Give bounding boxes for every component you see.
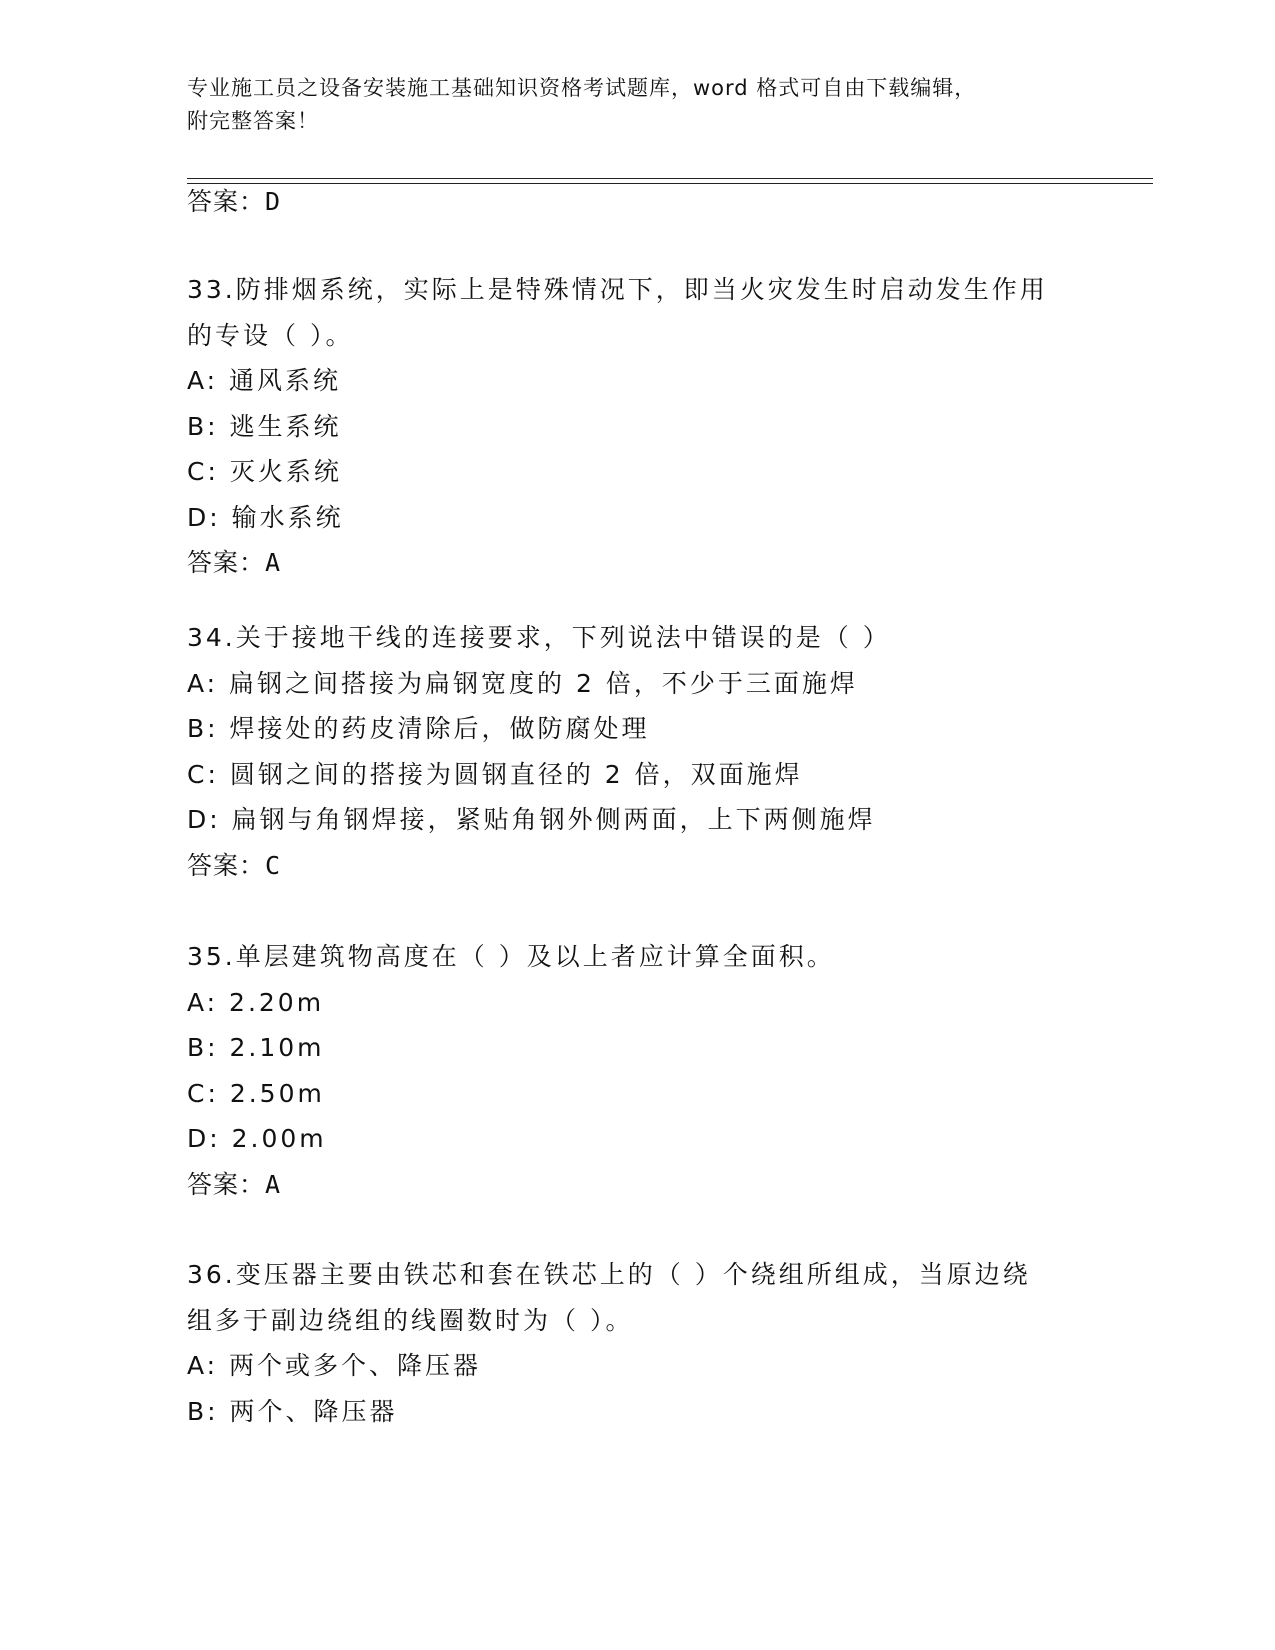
- option-d: D: 扁钢与角钢焊接，紧贴角钢外侧两面，上下两侧施焊: [187, 805, 876, 834]
- answer-line: [187, 179, 1087, 225]
- answer-label: 答案：: [187, 1169, 266, 1199]
- question-33: [187, 267, 1087, 586]
- option-c: C: 灭火系统: [187, 457, 342, 486]
- answer-label: 答案：: [187, 548, 266, 577]
- question-stem-line: 36.变压器主要由铁芯和套在铁芯上的（ ）个绕组所组成，当原边绕: [187, 1260, 1031, 1289]
- question-stem-line: 的专设（ ）。: [187, 320, 354, 350]
- header-line-2: 附完整答案！: [187, 109, 319, 133]
- answer-value: A: [265, 1169, 282, 1199]
- answer-line: [187, 540, 1087, 586]
- option-c: C: 2.50m: [187, 1078, 325, 1108]
- option-b: B: 2.10m: [187, 1033, 325, 1062]
- question-35: [187, 934, 1087, 1207]
- answer-value: A: [265, 548, 282, 577]
- answer-label: 答案：: [187, 850, 266, 880]
- option-a: A: 2.20m: [187, 987, 325, 1017]
- option-b: B: 逃生系统: [187, 411, 342, 441]
- option-c: C: 圆钢之间的搭接为圆钢直径的 2 倍，双面施焊: [187, 759, 803, 789]
- option-b: B: 焊接处的药皮清除后，做防腐处理: [187, 714, 650, 743]
- option-b: B: 两个、降压器: [187, 1396, 398, 1426]
- answer-value: D: [265, 187, 282, 216]
- answer-label: 答案：: [187, 187, 266, 216]
- question-stem-line: 组多于副边绕组的线圈数时为（ ）。: [187, 1305, 634, 1335]
- question-stem-line: 33.防排烟系统，实际上是特殊情况下，即当火灾发生时启动发生作用: [187, 275, 1048, 304]
- answer-line: [187, 1162, 1087, 1208]
- answer-line: [187, 843, 1087, 889]
- previous-answer: [187, 179, 1087, 225]
- header-line-1: 专业施工员之设备安装施工基础知识资格考试题库，word 格式可自由下载编辑，: [187, 76, 977, 100]
- option-a: A: 通风系统: [187, 366, 342, 395]
- document-header: [187, 72, 1087, 138]
- option-a: A: 扁钢之间搭接为扁钢宽度的 2 倍，不少于三面施焊: [187, 668, 858, 698]
- answer-value: C: [265, 850, 282, 880]
- question-stem-line: 34.关于接地干线的连接要求，下列说法中错误的是（ ）: [187, 623, 891, 652]
- option-a: A: 两个或多个、降压器: [187, 1351, 482, 1380]
- question-stem-line: 35.单层建筑物高度在（ ）及以上者应计算全面积。: [187, 942, 835, 971]
- option-d: D: 2.00m: [187, 1124, 327, 1153]
- option-d: D: 输水系统: [187, 502, 344, 532]
- question-36: [187, 1252, 1087, 1434]
- question-34: [187, 615, 1087, 888]
